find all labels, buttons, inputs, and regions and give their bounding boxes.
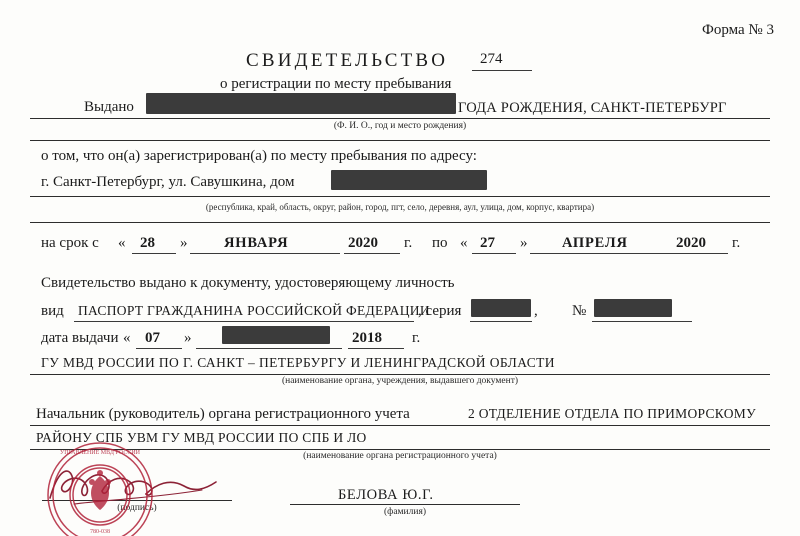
identity-comma: , bbox=[534, 303, 538, 319]
identity-year-issue: 2018 bbox=[352, 330, 382, 346]
term-month-from-rule bbox=[190, 253, 340, 254]
redacted-nomer-block bbox=[594, 299, 672, 317]
page-subtitle: о регистрации по месту пребывания bbox=[220, 76, 452, 92]
identity-document-intro: Свидетельство выдано к документу, удостоверяющему личность bbox=[41, 275, 455, 291]
term-year-to: 2020 bbox=[676, 235, 706, 251]
term-day-from-rule bbox=[132, 253, 176, 254]
identity-seria-rule bbox=[470, 321, 532, 322]
birth-year-place-text: ГОДА РОЖДЕНИЯ, САНКТ-ПЕТЕРБУРГ bbox=[458, 100, 727, 116]
page-title: СВИДЕТЕЛЬСТВО bbox=[246, 50, 449, 71]
term-year-to-rule bbox=[672, 253, 728, 254]
term-g-to: г. bbox=[732, 235, 741, 251]
identity-authority-value: ГУ МВД РОССИИ ПО Г. САНКТ – ПЕТЕРБУРГУ И ЛЕНИНГРАДСКОЙ ОБЛАСТИ bbox=[41, 355, 555, 370]
chief-rule-1 bbox=[30, 425, 770, 426]
svg-text:780-038: 780-038 bbox=[90, 529, 110, 535]
family-name-rule bbox=[290, 504, 520, 505]
identity-authority-rule bbox=[30, 374, 770, 375]
chief-authority-line-2: РАЙОНУ СПБ УВМ ГУ МВД РОССИИ ПО СПБ И ЛО bbox=[36, 430, 367, 445]
identity-year-issue-rule bbox=[348, 348, 404, 349]
signature-rule bbox=[42, 500, 232, 501]
identity-quote-close: » bbox=[184, 330, 192, 346]
identity-authority-caption: (наименование органа, учреждения, выдавшего документ) bbox=[281, 376, 519, 386]
redacted-month-issue-block bbox=[222, 326, 330, 344]
address-caption: (республика, край, область, округ, район, город, пгт, село, деревня, аул, улица, дом, корпус, квартира) bbox=[205, 202, 595, 212]
term-year-from: 2020 bbox=[348, 235, 378, 251]
identity-vid-label: вид bbox=[41, 303, 64, 319]
registration-intro: о том, что он(а) зарегистрирован(а) по месту пребывания по адресу: bbox=[41, 148, 477, 164]
address-rule-1 bbox=[30, 196, 770, 197]
identity-quote-open: « bbox=[123, 330, 131, 346]
fio-caption: (Ф. И. О., год и место рождения) bbox=[333, 121, 467, 131]
identity-vid-rule bbox=[74, 321, 414, 322]
term-month-to: АПРЕЛЯ bbox=[562, 235, 628, 251]
issued-rule-2 bbox=[30, 140, 770, 141]
identity-day-issue-rule bbox=[136, 348, 182, 349]
identity-seria-label: , серия bbox=[418, 303, 462, 319]
identity-date-label: дата выдачи bbox=[41, 330, 119, 346]
term-month-from: ЯНВАРЯ bbox=[224, 235, 289, 251]
registration-address: г. Санкт-Петербург, ул. Савушкина, дом bbox=[41, 174, 295, 190]
term-quote-close-to: » bbox=[520, 235, 528, 251]
redacted-address-block bbox=[331, 170, 487, 190]
identity-nomer-rule bbox=[592, 321, 692, 322]
certificate-number-rule bbox=[472, 70, 532, 71]
term-quote-close-from: » bbox=[180, 235, 188, 251]
chief-caption: (наименование органа регистрационного учета) bbox=[303, 451, 497, 461]
term-day-to-rule bbox=[472, 253, 516, 254]
term-year-from-rule bbox=[344, 253, 400, 254]
identity-nomer-label: № bbox=[572, 303, 587, 319]
identity-g-issue: г. bbox=[412, 330, 421, 346]
term-month-to-rule bbox=[530, 253, 672, 254]
form-number-label: Форма № 3 bbox=[702, 22, 774, 38]
term-day-from: 28 bbox=[140, 235, 155, 251]
term-quote-open-from: « bbox=[118, 235, 126, 251]
chief-rule-2 bbox=[30, 449, 770, 450]
address-rule-2 bbox=[30, 222, 770, 223]
signature-caption: (подпись) bbox=[117, 503, 157, 513]
term-quote-open-to: « bbox=[460, 235, 468, 251]
identity-vid-value: ПАСПОРТ ГРАЖДАНИНА РОССИЙСКОЙ ФЕДЕРАЦИИ bbox=[78, 303, 430, 318]
term-g-from: г. bbox=[404, 235, 413, 251]
redacted-name-block bbox=[146, 93, 456, 114]
term-po-label: по bbox=[432, 235, 448, 251]
term-day-to: 27 bbox=[480, 235, 495, 251]
issued-rule-1 bbox=[30, 118, 770, 119]
redacted-seria-block bbox=[471, 299, 531, 317]
family-name-caption: (фамилия) bbox=[384, 507, 426, 517]
identity-month-issue-rule bbox=[196, 348, 342, 349]
chief-label: Начальник (руководитель) органа регистрационного учета bbox=[36, 406, 410, 422]
term-label: на срок с bbox=[41, 235, 99, 251]
signer-family-name: БЕЛОВА Ю.Г. bbox=[338, 487, 434, 503]
certificate-number: 274 bbox=[480, 51, 503, 67]
chief-authority-line-1: 2 ОТДЕЛЕНИЕ ОТДЕЛА ПО ПРИМОРСКОМУ bbox=[468, 406, 756, 421]
identity-day-issue: 07 bbox=[145, 330, 160, 346]
svg-text:УПРАВЛЕНИЕ МВД РОССИИ: УПРАВЛЕНИЕ МВД РОССИИ bbox=[59, 450, 141, 456]
issued-label: Выдано bbox=[84, 99, 134, 115]
